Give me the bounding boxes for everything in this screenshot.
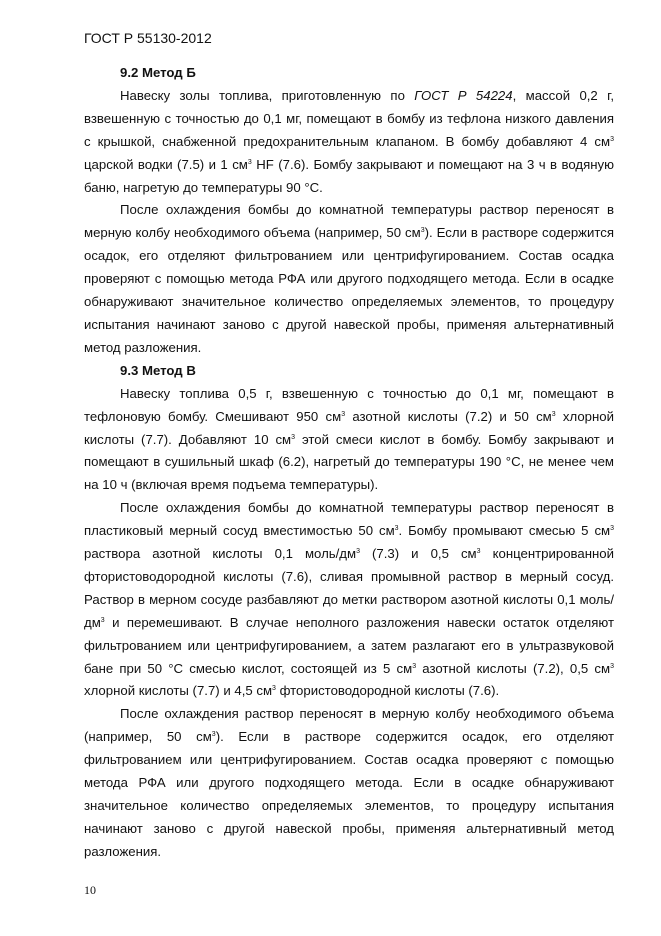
paragraph-9-2-2: После охлаждения бомбы до комнатной температуры раствор переносят в мерную колбу необходимого объема (например, 50 $см^3$). Если в растворе содержится осадок, его отделяют фильтрованием или центрифугированием. Состав осадка проверяют с помощью метода РФА или другого подходящего метода. Если в осадке обнаруживают значительное количество определяемых элементов, то процедуру испытания начинают заново с другой навеской пробы, применяя альтернативный метод разложения. [84,202,614,355]
paragraph-9-2-1: Навеску золы топлива, приготовленную по ГОСТ Р 54224, массой 0,2 г, взвешенную с точностью до 0,1 мг, помещают в бомбу из тефлона низкого давления с крышкой, снабженной предохранительным клапаном. В бомбу добавляют 4 $см^3$ царской водки (7.5) и 1 $см^3$ HF (7.6). Бомбу закрывают и помещают на 3 ч в водяную баню, нагретую до температуры 90 °С. [84,87,614,195]
document-header: ГОСТ Р 55130-2012 [84,30,212,46]
gost-reference: ГОСТ Р 54224 [414,87,513,103]
page-number: 10 [84,883,96,897]
paragraph-9-3-3: После охлаждения раствор переносят в мерную колбу необходимого объема (например, 50 $см^3$). Если в растворе содержится осадок, его отделяют фильтрованием или центрифугированием. Состав осадка проверяют с помощью метода РФА или другого подходящего метода. Если в осадке обнаруживают значительное количество определяемых элементов, то процедуру испытания начинают заново с другой навеской пробы, применяя альтернативный метод разложения. [84,706,615,859]
section-heading-9-3: 9.3 Метод В [120,362,196,378]
document-body [84,62,614,864]
section-heading-9-2: 9.2 Метод Б [120,65,196,80]
paragraph-9-3-2: После охлаждения бомбы до комнатной температуры раствор переносят в пластиковый мерный сосуд вместимостью 50 $см^3$. Бомбу промывают смесью 5 $см^3$ раствора азотной кислоты 0,1 моль/$дм^3$ (7.3) и 0,5 $см^3$ концентрированной фтористоводородной кислоты (7.6), сливая промывной раствор в мерный сосуд. Раствор в мерном сосуде разбавляют до метки раствором азотной кислоты 0,1 моль/$дм^3$ и перемешивают. В случае неполного разложения навески остаток отделяют фильтрованием или центрифугированием, а затем разлагают его в ультразвуковой бане при 50 °С смесью кислот, состоящей из 5 $см^3$ азотной кислоты (7.2), 0,5 $см^3$ хлорной кислоты (7.7) и 4,5 $см^3$ фтористоводородной кислоты (7.6). [84,500,615,699]
paragraph-9-3-1: Навеску топлива 0,5 г, взвешенную с точностью до 0,1 мг, помещают в тефлоновую бомбу. Смешивают 950 $см^3$ азотной кислоты (7.2) и 50 $см^3$ хлорной кислоты (7.7). Добавляют 10 $см^3$ этой смеси кислот в бомбу. Бомбу закрывают и помещают в сушильный шкаф (6.2), нагретый до температуры 190 °С, не менее чем на 10 ч (включая время подъема температуры). [84,385,614,493]
